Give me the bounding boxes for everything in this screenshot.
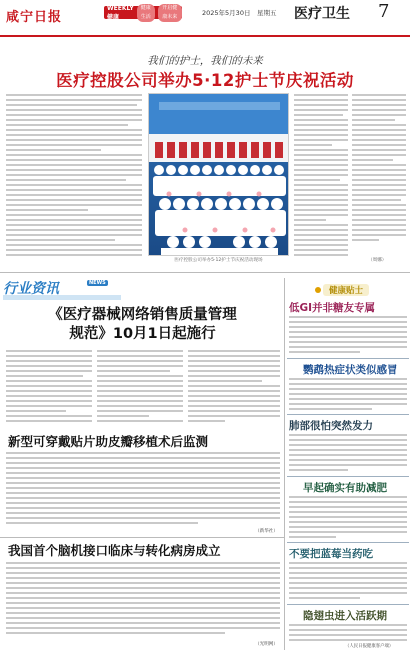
regulation-body-right xyxy=(188,350,280,422)
health-tip-title: 低GI并非糖友专属 xyxy=(289,302,376,314)
banner-tag: 健康生活 xyxy=(137,4,156,22)
industry-news-tag: 行业资讯 xyxy=(3,281,59,297)
issue-date: 2025年5月30日 星期五 xyxy=(202,9,277,17)
article-source: （光明网） xyxy=(255,642,278,647)
health-tips-icon xyxy=(315,287,321,293)
section-name: 医疗卫生 xyxy=(294,6,350,22)
health-tip-body xyxy=(289,562,407,599)
regulation-body-left xyxy=(6,350,92,422)
page-header xyxy=(0,0,410,40)
news-badge: NEWS xyxy=(89,280,106,286)
article-headline: 我国首个脑机接口临床与转化病房成立 xyxy=(8,543,221,558)
header-rule xyxy=(0,35,410,37)
article-body-left xyxy=(6,94,142,256)
article-headline: 新型可穿戴贴片助皮瓣移植术后监测 xyxy=(8,434,209,449)
article-body-right-a xyxy=(294,94,348,256)
health-tip-title: 鹦鹉热症状类似感冒 xyxy=(303,364,398,376)
article-body-right-b xyxy=(352,94,406,241)
tip-divider xyxy=(287,604,409,605)
article-body xyxy=(6,452,280,524)
banner-tag: 开启健康未来 xyxy=(158,4,182,22)
section-divider xyxy=(0,272,410,273)
tip-divider xyxy=(287,358,409,359)
health-tips-source: （人民日报健康客户端） xyxy=(345,644,394,649)
health-tip-title: 肺部很怕突然发力 xyxy=(289,420,373,432)
health-tip-body xyxy=(289,624,407,641)
tip-divider xyxy=(287,476,409,477)
newspaper-brand: 咸宁日报 xyxy=(6,10,63,25)
banner-logo: WEEKLY健康 xyxy=(107,4,134,21)
nurses-ceremony-image xyxy=(149,94,289,256)
health-tip-body xyxy=(289,496,407,538)
health-tip-title: 早起确实有助减肥 xyxy=(303,482,387,494)
health-tip-title: 不要把蓝莓当药吃 xyxy=(289,548,373,560)
health-tip-body xyxy=(289,378,407,410)
article-body xyxy=(6,562,280,634)
page-number: 7 xyxy=(378,1,390,22)
article-photo xyxy=(148,93,289,256)
tip-divider xyxy=(287,414,409,415)
health-tip-title: 隐翅虫进入活跃期 xyxy=(303,610,387,622)
regulation-headline-line1: 《医疗器械网络销售质量管理 xyxy=(48,307,237,323)
regulation-body-mid xyxy=(97,350,183,422)
regulation-headline-line2: 规范》10月1日起施行 xyxy=(69,326,216,342)
header-banner xyxy=(104,6,182,19)
article-headline: 医疗控股公司举办5·12护士节庆祝活动 xyxy=(56,71,354,90)
tip-divider xyxy=(287,542,409,543)
article-source: （新华社） xyxy=(255,529,278,534)
article-author: （周娜） xyxy=(368,258,387,263)
regulation-headline xyxy=(10,306,275,344)
health-tip-body xyxy=(289,434,407,471)
photo-caption: 医疗控股公司举办5·12护士节庆祝活动现场 xyxy=(174,258,263,263)
health-tips-header xyxy=(287,282,409,298)
article-kicker: 我们的护士，我们的未来 xyxy=(147,55,263,67)
health-tips-title: 健康贴士 xyxy=(323,284,369,296)
health-tips-sidebar xyxy=(287,282,409,652)
health-tip-body xyxy=(289,316,407,353)
industry-news-banner xyxy=(3,278,121,302)
column-divider xyxy=(284,278,285,650)
section-divider xyxy=(0,537,285,538)
